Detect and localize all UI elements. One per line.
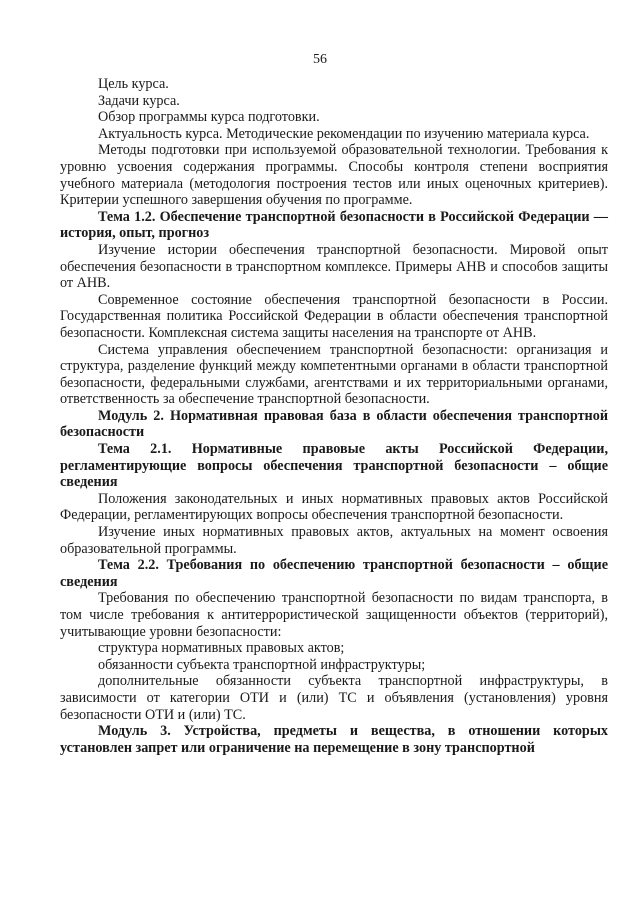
paragraph-history: Изучение истории обеспечения транспортной безопасности. Мировой опыт обеспечения безопасности в транспортном комплексе. Примеры АНВ и способов защиты от АНВ. (60, 241, 608, 292)
paragraph-relevance: Актуальность курса. Методические рекомендации по изучению материала курса. (98, 125, 590, 142)
paragraph-requirements: Требования по обеспечению транспортной безопасности по видам транспорта, в том числе требования к антитеррористической защищенности объектов (территорий), учитывающие уровни безопасности: (60, 590, 608, 640)
page-number: 56 (313, 52, 327, 67)
heading-topic-2-1: Тема 2.1. Нормативные правовые акты Российской Федерации, регламентирующие вопросы обеспечения транспортной безопасности – общие сведения (60, 441, 608, 491)
paragraph-management-system: Система управления обеспечением транспортной безопасности: организация и структура, разделение функций между компетентными органами в области транспортной безопасности, федеральными службами, агентствами и их территориальными органами, ответственность за обеспечение транспортной безопасности. (60, 341, 608, 408)
paragraph-other-acts: Изучение иных нормативных правовых актов, актуальных на момент освоения образовательной программы. (60, 524, 608, 557)
document-body (60, 76, 608, 756)
paragraph-current-state: Современное состояние обеспечения транспортной безопасности в России. Государственная политика Российской Федерации в области обеспечения транспортной безопасности. Комплексная система защиты населения на транспорте от АНВ. (60, 291, 608, 341)
paragraph-program-overview: Обзор программы курса подготовки. (98, 109, 320, 126)
list-item-structure: структура нормативных правовых актов; (98, 640, 345, 657)
paragraph-legal-provisions: Положения законодательных и иных нормативных правовых актов Российской Федерации, регламентирующих вопросы обеспечения транспортной безопасности. (60, 490, 608, 524)
heading-topic-2-2: Тема 2.2. Требования по обеспечению транспортной безопасности – общие сведения (60, 557, 608, 590)
heading-module-3: Модуль 3. Устройства, предметы и вещества, в отношении которых установлен запрет или ограничение на перемещение в зону транспортной (60, 723, 608, 756)
paragraph-course-tasks: Задачи курса. (98, 92, 180, 109)
heading-topic-1-2: Тема 1.2. Обеспечение транспортной безопасности в Российской Федерации — история, опыт, прогноз (60, 208, 608, 242)
paragraph-methods: Методы подготовки при используемой образовательной технологии. Требования к уровню усвоения содержания программы. Способы контроля степени восприятия учебного материала (методология построения тестов или иных оценочных критериев). Критерии успешного завершения обучения по программе. (60, 142, 608, 209)
heading-module-2: Модуль 2. Нормативная правовая база в области обеспечения транспортной безопасности (60, 407, 608, 441)
paragraph-course-goal: Цель курса. (98, 76, 169, 92)
list-item-additional-obligations: дополнительные обязанности субъекта транспортной инфраструктуры, в зависимости от категории ОТИ и (или) ТС и объявления (установления) уровня безопасности ОТИ и (или) ТС. (60, 673, 608, 723)
list-item-obligations: обязанности субъекта транспортной инфраструктуры; (98, 656, 426, 673)
